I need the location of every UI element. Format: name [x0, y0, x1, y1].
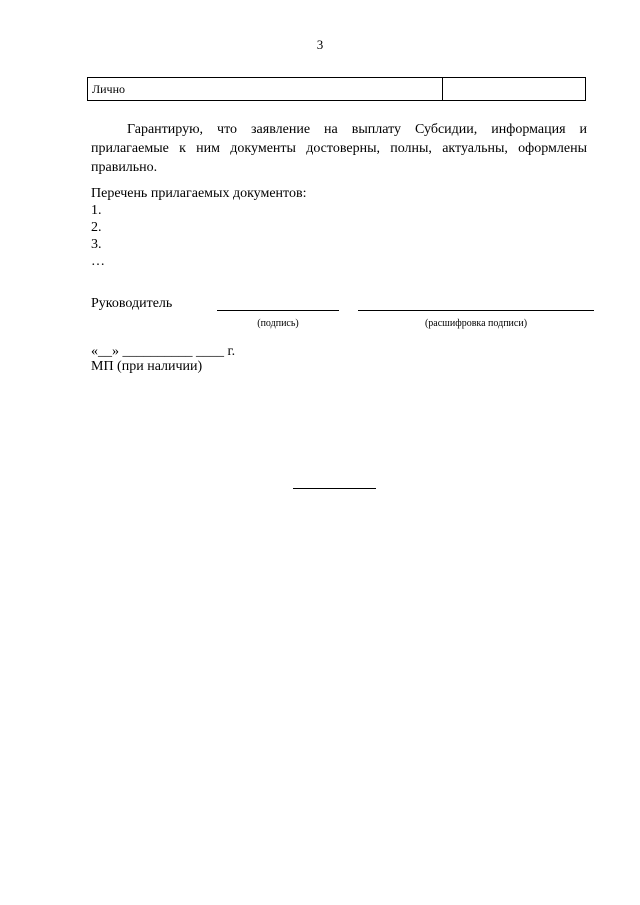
list-item: 3.: [91, 237, 102, 252]
signature-line: [217, 310, 339, 311]
guarantee-paragraph: Гарантирую, что заявление на выплату Субсидии, информация и прилагаемые к ним документы достоверны, полны, актуальны, оформлены правильно.: [91, 122, 587, 175]
date-line: «__» __________ ____ г.: [91, 344, 236, 359]
signature-caption: (подпись): [257, 318, 299, 329]
delivery-mark-cell: [443, 78, 585, 100]
attached-documents-title: Перечень прилагаемых документов:: [91, 186, 307, 201]
stamp-note: МП (при наличии): [91, 359, 203, 374]
end-divider: [293, 488, 376, 489]
list-item: 1.: [91, 203, 102, 218]
list-item: 2.: [91, 220, 102, 235]
delivery-method-cell: Лично: [88, 78, 443, 100]
delivery-method-table: [87, 77, 586, 101]
signature-transcript-caption: (расшифровка подписи): [424, 318, 528, 329]
head-role-label: Руководитель: [91, 296, 173, 311]
page-number: 3: [316, 37, 324, 52]
signature-transcript-line: [358, 310, 594, 311]
attached-documents-list: [91, 202, 105, 270]
list-item: …: [91, 254, 105, 269]
